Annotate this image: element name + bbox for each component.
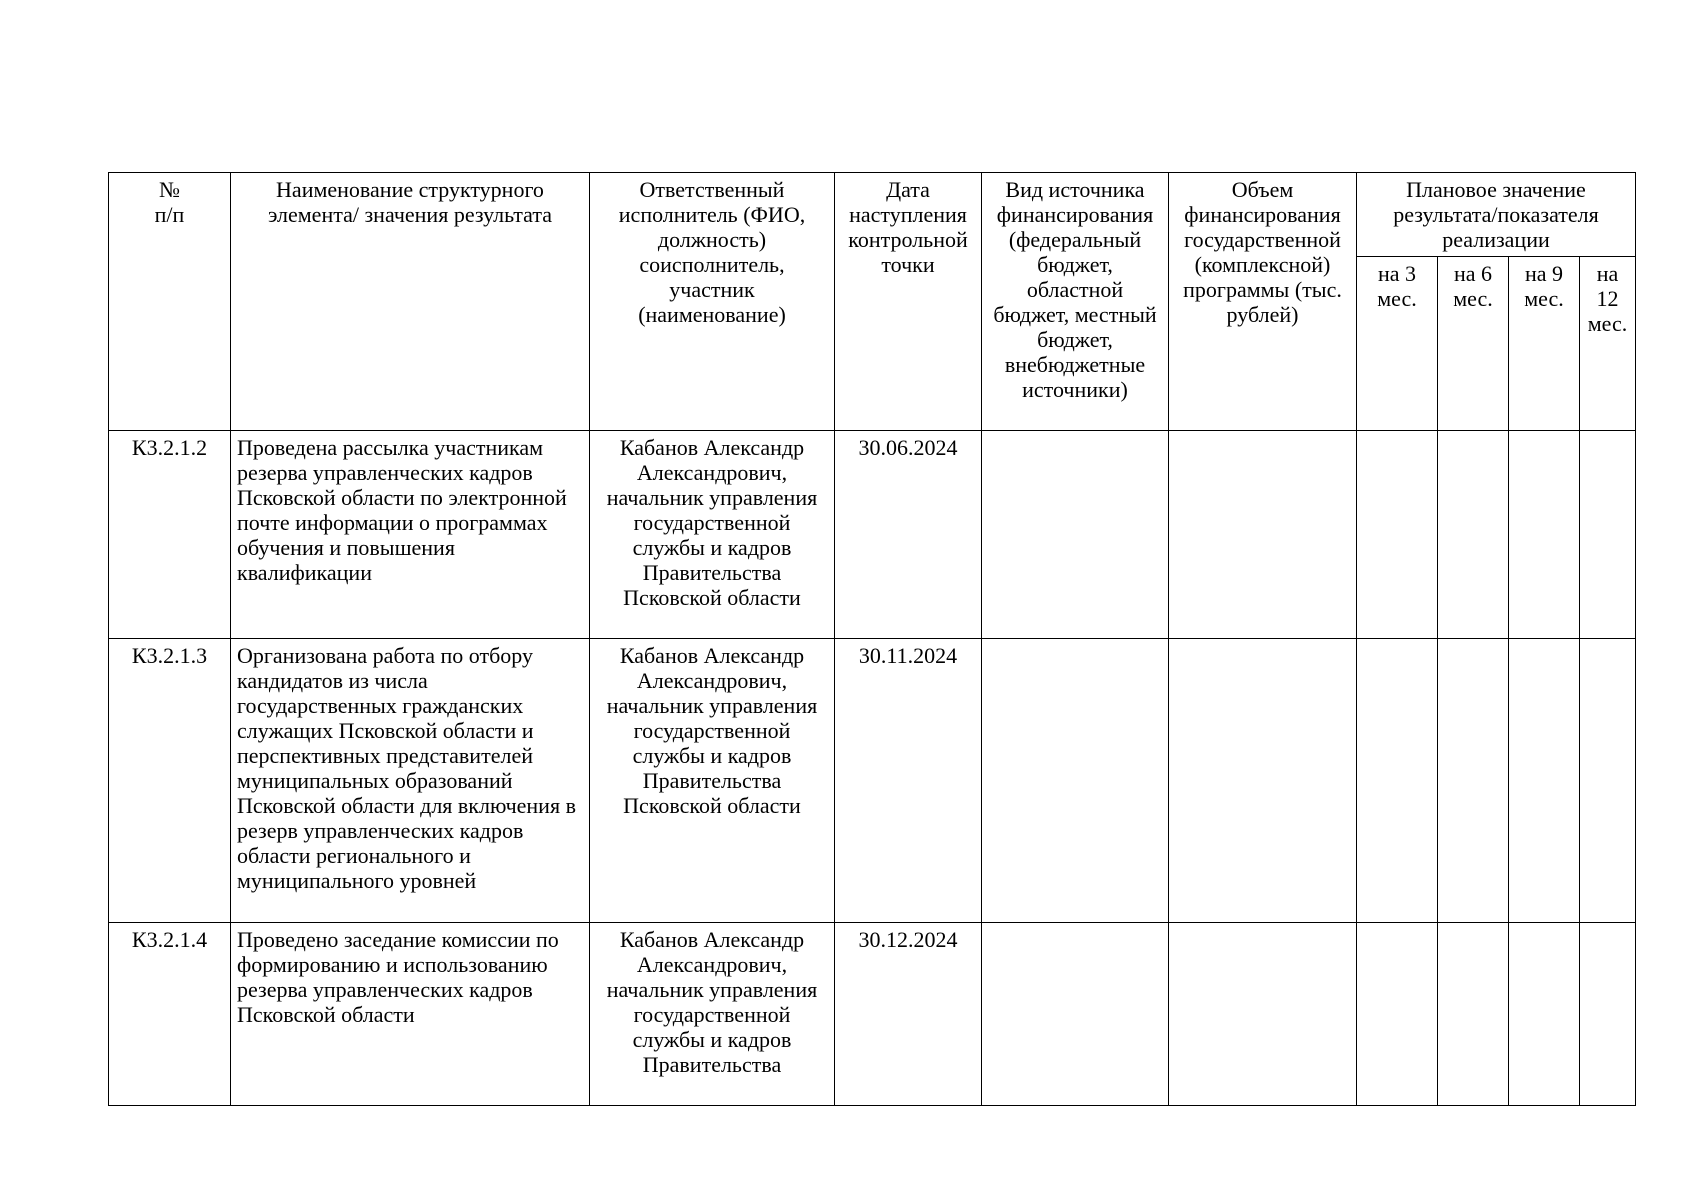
row-name: Проведено заседание комиссии по формированию и использованию резерва управленческих кадров Псковской области [231, 923, 590, 1106]
table-header-row [109, 173, 1636, 257]
row-num: К3.2.1.3 [109, 639, 231, 923]
row-source [982, 923, 1169, 1106]
row-12-months [1580, 431, 1636, 639]
table-row [109, 923, 1636, 1106]
row-name: Организована работа по отбору кандидатов из числа государственных гражданских служащих Псковской области и перспективных представителей муниципальных образований Псковской области для включения в резерв управленческих кадров области регионального и муниципального уровней [231, 639, 590, 923]
header-num: № п/п [109, 173, 231, 431]
row-date: 30.12.2024 [835, 923, 982, 1106]
row-num: К3.2.1.4 [109, 923, 231, 1106]
row-9-months [1509, 431, 1580, 639]
row-executor: Кабанов Александр Александрович, начальник управления государственной службы и кадров Правительства Псковской области [590, 431, 835, 639]
row-3-months [1357, 431, 1438, 639]
row-6-months [1438, 431, 1509, 639]
row-9-months [1509, 923, 1580, 1106]
row-source [982, 639, 1169, 923]
header-volume: Объем финансирования государственной (комплексной) программы (тыс. рублей) [1169, 173, 1357, 431]
table-row [109, 431, 1636, 639]
row-date: 30.11.2024 [835, 639, 982, 923]
header-9-months: на 9 мес. [1509, 257, 1580, 431]
row-12-months [1580, 639, 1636, 923]
row-6-months [1438, 639, 1509, 923]
header-date: Дата наступления контрольной точки [835, 173, 982, 431]
header-plan: Плановое значение результата/показателя реализации [1357, 173, 1636, 257]
row-source [982, 431, 1169, 639]
row-volume [1169, 639, 1357, 923]
row-executor: Кабанов Александр Александрович, начальник управления государственной службы и кадров Правительства [590, 923, 835, 1106]
header-name: Наименование структурного элемента/ значения результата [231, 173, 590, 431]
row-3-months [1357, 639, 1438, 923]
row-12-months [1580, 923, 1636, 1106]
row-3-months [1357, 923, 1438, 1106]
table-row [109, 639, 1636, 923]
header-12-months: на 12 мес. [1580, 257, 1636, 431]
row-date: 30.06.2024 [835, 431, 982, 639]
row-volume [1169, 923, 1357, 1106]
row-num: К3.2.1.2 [109, 431, 231, 639]
row-9-months [1509, 639, 1580, 923]
row-6-months [1438, 923, 1509, 1106]
header-source: Вид источника финансирования (федеральный бюджет, областной бюджет, местный бюджет, внебюджетные источники) [982, 173, 1169, 431]
header-6-months: на 6 мес. [1438, 257, 1509, 431]
plan-table [108, 172, 1636, 1106]
row-name: Проведена рассылка участникам резерва управленческих кадров Псковской области по электронной почте информации о программах обучения и повышения квалификации [231, 431, 590, 639]
row-executor: Кабанов Александр Александрович, начальник управления государственной службы и кадров Правительства Псковской области [590, 639, 835, 923]
row-volume [1169, 431, 1357, 639]
header-executor: Ответственный исполнитель (ФИО, должность) соисполнитель, участник (наименование) [590, 173, 835, 431]
header-3-months: на 3 мес. [1357, 257, 1438, 431]
